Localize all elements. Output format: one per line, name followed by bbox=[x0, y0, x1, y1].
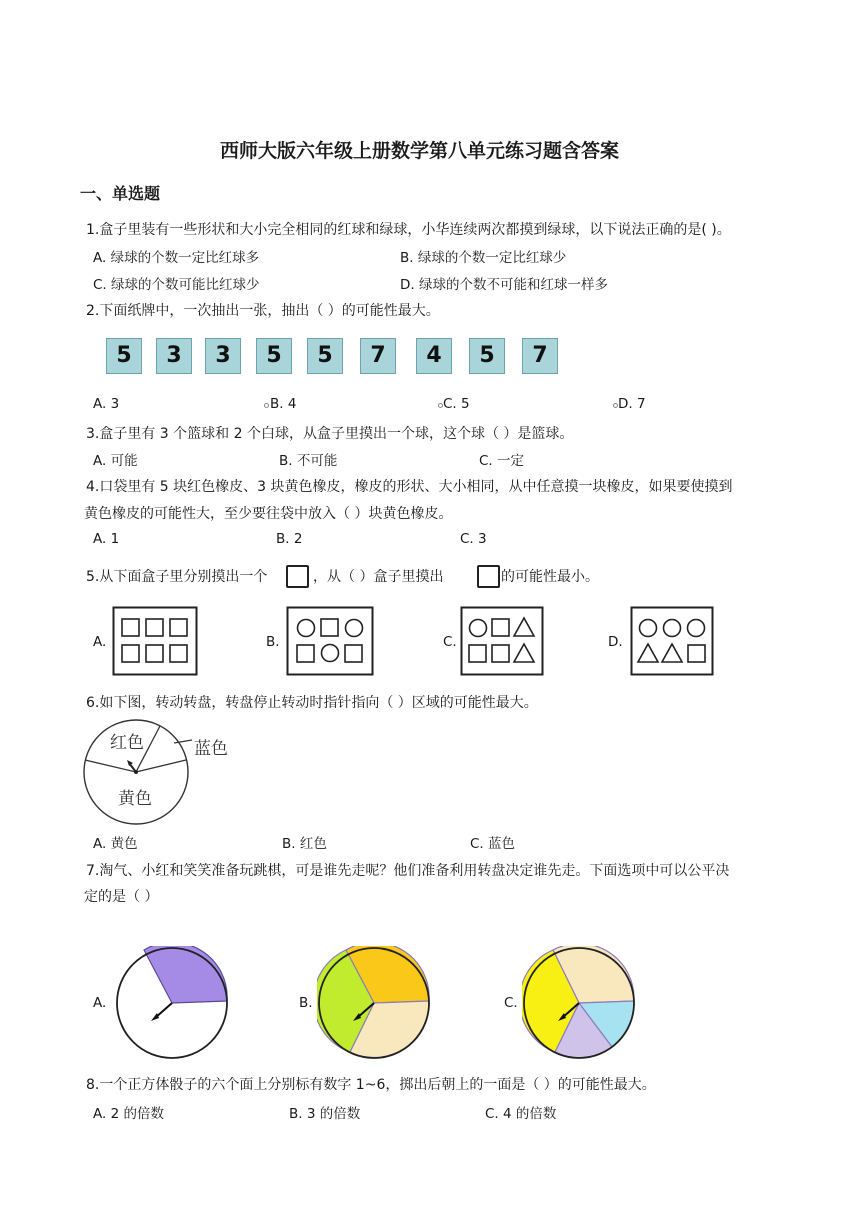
question-5-stem-part3: 的可能性最小。 bbox=[501, 569, 599, 585]
question-8-stem: 8.一个正方体骰子的六个面上分别标有数字 1~6，掷出后朝上的一面是（ ）的可能性最大。 bbox=[86, 1077, 656, 1093]
question-7-option-c: C. bbox=[504, 995, 518, 1011]
question-6-option-c: C. 蓝色 bbox=[470, 836, 516, 852]
question-7-stem-line1: 7.淘气、小红和笑笑准备玩跳棋，可是谁先走呢？他们准备利用转盘决定谁先走。下面选项中可以公平决 bbox=[86, 863, 730, 879]
playing-card: 3 bbox=[156, 338, 192, 374]
box-a-diagram bbox=[112, 606, 198, 676]
question-7-option-a: A. bbox=[93, 995, 107, 1011]
spinner-label-red: 红色 bbox=[110, 733, 144, 753]
playing-card: 3 bbox=[205, 338, 241, 374]
question-4-option-a: A. 1 bbox=[93, 531, 120, 547]
question-3-stem: 3.盒子里有 3 个篮球和 2 个白球，从盒子里摸出一个球，这个球（ ）是篮球。 bbox=[86, 426, 574, 442]
question-3-option-b: B. 不可能 bbox=[279, 453, 338, 469]
box-c-diagram bbox=[460, 606, 544, 676]
square-symbol-icon bbox=[477, 565, 500, 588]
playing-card: 4 bbox=[416, 338, 452, 374]
question-4-stem-line2: 黄色橡皮的可能性大，至少要往袋中放入（ ）块黄色橡皮。 bbox=[84, 506, 453, 522]
question-5-option-c: C. bbox=[443, 634, 457, 650]
playing-card: 5 bbox=[256, 338, 292, 374]
marker-dot-icon bbox=[264, 403, 269, 408]
question-1-option-a: A. 绿球的个数一定比红球多 bbox=[93, 250, 260, 266]
question-7-stem-line2: 定的是（ ） bbox=[84, 889, 159, 905]
question-3-option-c: C. 一定 bbox=[479, 453, 525, 469]
question-7-option-b: B. bbox=[299, 995, 313, 1011]
question-6-stem: 6.如下图，转动转盘，转盘停止转动时指针指向（ ）区域的可能性最大。 bbox=[86, 695, 538, 711]
question-2-stem: 2.下面纸牌中，一次抽出一张，抽出（ ）的可能性最大。 bbox=[86, 303, 440, 319]
question-5-option-a: A. bbox=[93, 634, 107, 650]
playing-card: 5 bbox=[106, 338, 142, 374]
spinner-a-diagram bbox=[115, 946, 229, 1060]
box-d-diagram bbox=[630, 606, 714, 676]
question-8-option-c: C. 4 的倍数 bbox=[485, 1106, 557, 1122]
section-heading: 一、单选题 bbox=[80, 184, 161, 203]
playing-card: 5 bbox=[307, 338, 343, 374]
question-2-option-a: A. 3 bbox=[93, 396, 120, 412]
question-5-option-b: B. bbox=[266, 634, 280, 650]
playing-card: 7 bbox=[360, 338, 396, 374]
question-5-stem-part1: 5.从下面盒子里分别摸出一个 bbox=[86, 569, 268, 585]
question-2-option-c: C. 5 bbox=[443, 396, 470, 412]
question-4-stem-line1: 4.口袋里有 5 块红色橡皮、3 块黄色橡皮，橡皮的形状、大小相同，从中任意摸一块橡皮，如果要使摸到 bbox=[86, 479, 733, 495]
question-6-option-b: B. 红色 bbox=[282, 836, 327, 852]
question-3-option-a: A. 可能 bbox=[93, 453, 138, 469]
playing-card: 5 bbox=[469, 338, 505, 374]
question-4-option-c: C. 3 bbox=[460, 531, 487, 547]
box-b-diagram bbox=[286, 606, 374, 676]
question-1-option-c: C. 绿球的个数可能比红球少 bbox=[93, 277, 260, 293]
spinner-b-diagram bbox=[317, 946, 431, 1060]
question-1-option-d: D. 绿球的个数不可能和红球一样多 bbox=[400, 277, 608, 293]
question-1-stem: 1.盒子里装有一些形状和大小完全相同的红球和绿球，小华连续两次都摸到绿球，以下说法正确的是( )。 bbox=[86, 222, 731, 238]
question-1-option-b: B. 绿球的个数一定比红球少 bbox=[400, 250, 567, 266]
question-8-option-b: B. 3 的倍数 bbox=[289, 1106, 361, 1122]
question-5-option-d: D. bbox=[608, 634, 623, 650]
playing-card: 7 bbox=[522, 338, 558, 374]
question-6-option-a: A. 黄色 bbox=[93, 836, 138, 852]
spinner-label-yellow: 黄色 bbox=[118, 789, 152, 809]
question-5-stem-part2: ，从（ ）盒子里摸出 bbox=[313, 569, 444, 585]
square-symbol-icon bbox=[286, 565, 309, 588]
question-4-option-b: B. 2 bbox=[276, 531, 303, 547]
page-title: 西师大版六年级上册数学第八单元练习题含答案 bbox=[220, 140, 620, 162]
spinner-c-diagram bbox=[522, 946, 640, 1060]
question-8-option-a: A. 2 的倍数 bbox=[93, 1106, 164, 1122]
question-2-option-d: D. 7 bbox=[618, 396, 646, 412]
question-2-option-b: B. 4 bbox=[270, 396, 297, 412]
spinner-label-blue: 蓝色 bbox=[194, 739, 228, 759]
spinner-diagram bbox=[80, 716, 240, 826]
